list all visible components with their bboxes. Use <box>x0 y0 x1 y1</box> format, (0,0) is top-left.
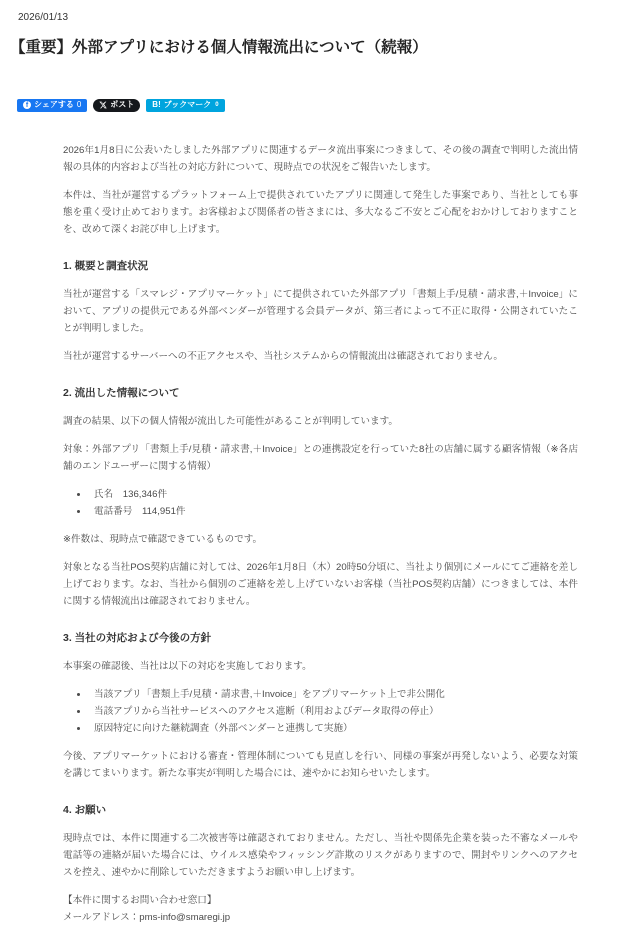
section-3-paragraph-2: 今後、アプリマーケットにおける審査・管理体制についても見直しを行い、同様の事案が再発しないよう、必要な対策を講じてまいります。新たな事実が判明した場合には、速やかにお知らせいたします。 <box>63 750 578 779</box>
intro-paragraph-2: 本件は、当社が運営するプラットフォーム上で提供されていたアプリに関連して発生した事案であり、当社としても事態を重く受け止めております。お客様および関係者の皆さまには、多大なるご不安とご心配をおかけしておりますことを、改めて深くお詫び申し上げます。 <box>63 189 578 235</box>
article-body <box>63 142 578 926</box>
list-item: • 電話番号 114,951件 <box>89 503 578 520</box>
hatena-bookmark-button[interactable] <box>146 99 224 112</box>
section-3-paragraph-1: 本事案の確認後、当社は以下の対応を実施しております。 <box>63 660 312 672</box>
contact-info <box>63 892 578 926</box>
post-date: 2026/01/13 <box>18 12 69 23</box>
facebook-share-count: 0 <box>76 100 82 110</box>
list-item: • 当該アプリ「書類上手/見積・請求書,＋Invoice」をアプリマーケット上で非公開化 <box>89 686 578 703</box>
response-actions-list <box>63 686 578 737</box>
announcement-page <box>0 12 633 923</box>
page-title: 【重要】外部アプリにおける個人情報流出について（続報） <box>10 39 428 56</box>
section-4-paragraph-1: 現時点では、本件に関連する二次被害等は確認されておりません。ただし、当社や関係先企業を装った不審なメールや電話等の連絡が届いた場合には、ウイルス感染やフィッシング詐欺のリスクがありますので、開封やリンクへのアクセスを控え、速やかに削除していただきますようお願い申し上げます。 <box>63 832 578 878</box>
contact-window-title: 【本件に関するお問い合わせ窓口】 <box>63 894 217 906</box>
list-item: • 氏名 136,346件 <box>89 486 578 503</box>
section-2-paragraph-2: 対象：外部アプリ「書類上手/見積・請求書,＋Invoice」との連携設定を行っていた8社の店舗に属する顧客情報（※各店舗のエンドユーザーに関する情報） <box>63 443 578 472</box>
x-icon <box>99 101 107 109</box>
section-3-heading: 3. 当社の対応および今後の方針 <box>63 631 212 644</box>
x-post-label: ポスト <box>110 100 135 110</box>
list-item: • 原因特定に向けた継続調査（外部ベンダーと連携して実施） <box>89 720 578 737</box>
facebook-share-button[interactable] <box>17 99 87 112</box>
hatena-bookmark-label: ブックマーク <box>163 100 212 110</box>
section-2-paragraph-1: 調査の結果、以下の個人情報が流出した可能性があることが判明しています。 <box>63 415 399 427</box>
facebook-icon: f <box>23 101 31 109</box>
intro-paragraph-1: 2026年1月8日に公表いたしました外部アプリに関連するデータ流出事案につきまして、その後の調査で判明した流出情報の具体的内容および当社の対応方針について、現時点での状況をご報告いたします。 <box>63 144 578 173</box>
hatena-bookmark-count: 0 <box>215 102 219 109</box>
section-1-paragraph-1: 当社が運営する「スマレジ・アプリマーケット」にて提供されていた外部アプリ「書類上手/見積・請求書,＋Invoice」において、アプリの提供元である外部ベンダーが管理する会員データが、第三者によって不正に取得・公開されていたことが判明しました。 <box>63 288 578 334</box>
section-4-heading: 4. お願い <box>63 803 107 816</box>
section-1-heading: 1. 概要と調査状況 <box>63 259 149 272</box>
facebook-share-label: シェアする <box>34 100 74 110</box>
hatena-icon: B! <box>152 100 161 110</box>
x-post-button[interactable] <box>93 99 140 112</box>
section-2-paragraph-3: 対象となる当社POS契約店舗に対しては、2026年1月8日（木）20時50分頃に、当社より個別にメールにてご連絡を差し上げております。なお、当社から個別のご連絡を差し上げていないお客様（当社POS契約店舗）につきましては、本件に関する情報流出は確認されておりません。 <box>63 561 578 607</box>
list-item: • 当該アプリから当社サービスへのアクセス遮断（利用およびデータ取得の停止） <box>89 703 578 720</box>
leaked-info-list <box>63 486 578 520</box>
contact-email: メールアドレス：pms-info@smaregi.jp <box>63 911 231 923</box>
share-buttons <box>17 99 633 112</box>
section-2-note: ※件数は、現時点で確認できているものです。 <box>63 533 263 545</box>
section-1-paragraph-2: 当社が運営するサーバーへの不正アクセスや、当社システムからの情報流出は確認されておりません。 <box>63 350 503 362</box>
section-2-heading: 2. 流出した情報について <box>63 386 180 399</box>
